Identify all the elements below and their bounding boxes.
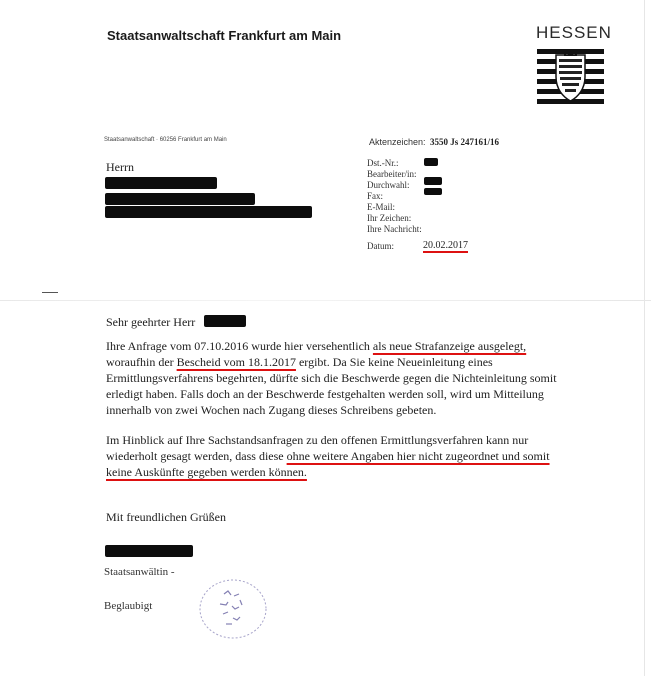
page-edge (644, 0, 645, 676)
paper-fold (0, 300, 651, 301)
underlined-phrase: Bescheid vom 18.1.2017 (176, 355, 296, 369)
paragraph-1 (106, 338, 606, 418)
paragraph-line (106, 338, 606, 354)
text-segment: woraufhin der (106, 355, 177, 369)
recipient-salutation: Herrn (106, 160, 134, 174)
ihre-nachricht-label: Ihre Nachricht: (367, 224, 422, 234)
reference-number: 3550 Js 247161/16 (430, 137, 500, 147)
text-segment: ergibt. Da Sie keine Neueinleitung eines (295, 355, 493, 369)
brand-wordmark: HESSEN (536, 23, 612, 42)
official-stamp-icon (196, 576, 270, 642)
fax-label: Fax: (367, 191, 384, 201)
sender-line: Staatsanwaltschaft · 60256 Frankfurt am Main (104, 137, 227, 143)
paragraph-line: innerhalb von zwei Wochen nach Zugang dieses Schreibens gebeten. (106, 403, 437, 417)
redacted-fax (424, 188, 442, 195)
closing-line: Mit freundlichen Grüßen (106, 510, 226, 524)
paragraph-line: erledigt haben. Falls doch an der Beschwerde festgehalten werden soll, wird um Mitteilung (106, 387, 544, 401)
bearbeiter-label: Bearbeiter/in: (367, 169, 417, 179)
letter-greeting: Sehr geehrter Herr (106, 315, 196, 329)
redacted-recipient-name (105, 177, 217, 189)
text-segment: wiederholt gesagt werden, dass diese (106, 449, 287, 463)
fold-mark (42, 292, 58, 293)
underlined-phrase: als neue Strafanzeige ausgelegt, (372, 339, 527, 353)
underlined-phrase: ohne weitere Angaben hier nicht zugeordnet und somit (286, 449, 550, 463)
email-label: E-Mail: (367, 202, 395, 212)
paragraph-line: Im Hinblick auf Ihre Sachstandsanfragen zu den offenen Ermittlungsverfahren kann nur (106, 433, 529, 447)
paragraph-line: Ermittlungsverfahrens begehrten, dürfte sich die Beschwerde gegen die Nichteinleitung somit (106, 371, 557, 385)
authority-name: Staatsanwaltschaft Frankfurt am Main (107, 28, 342, 43)
ihr-zeichen-label: Ihr Zeichen: (367, 213, 412, 223)
date-label: Datum: (367, 241, 394, 251)
reference-label: Aktenzeichen: (369, 137, 426, 147)
durchwahl-label: Durchwahl: (367, 180, 410, 190)
paragraph-line: keine Auskünfte gegeben werden können. (106, 465, 307, 479)
redacted-durchwahl (424, 177, 442, 185)
date-value: 20.02.2017 (423, 240, 468, 251)
redacted-addressee (204, 315, 246, 327)
paragraph-line (106, 448, 606, 464)
redacted-dst-nr (424, 158, 438, 166)
paragraph-2 (106, 432, 606, 480)
redacted-recipient-street (105, 193, 255, 205)
text-segment: Ihre Anfrage vom 07.10.2016 wurde hier versehentlich (106, 339, 373, 353)
paragraph-line (106, 354, 606, 370)
redacted-recipient-city (105, 206, 312, 218)
certification-label: Beglaubigt (104, 600, 153, 612)
signer-role: Staatsanwältin - (104, 566, 175, 578)
dst-nr-label: Dst.-Nr.: (367, 158, 399, 168)
redacted-signature-name (105, 545, 193, 557)
hessen-crest-icon (537, 47, 604, 111)
